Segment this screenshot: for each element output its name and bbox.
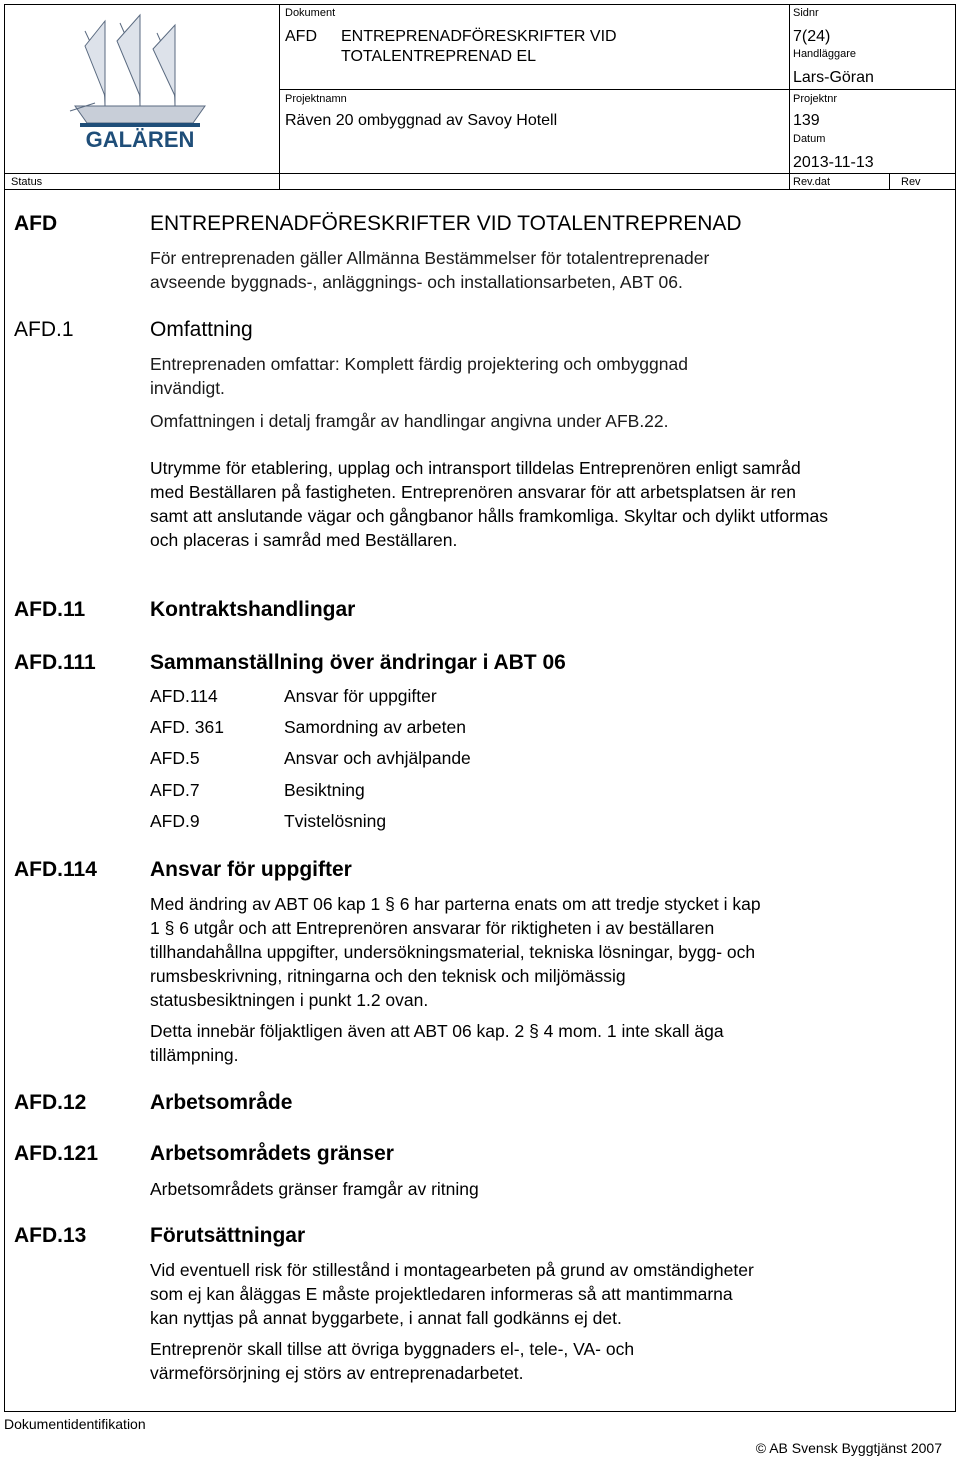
amendment-text: Samordning av arbeten [284,717,466,737]
section-code-afd-114: AFD.114 [14,858,97,881]
text-line: Med ändring av ABT 06 kap 1 § 6 har parterna enats om att tredje stycket i kap [150,894,761,914]
text-line: samt att anslutande vägar och gångbanor hålls framkomliga. Skyltar och dylikt utformas [150,506,828,526]
paragraph-afd-1-b [150,409,950,433]
paragraph-afd-13-a [150,1258,950,1330]
logo-wordmark: GALÄREN [85,127,195,152]
text-line: med Beställaren på fastigheten. Entreprenören ansvarar för att arbetsplatsen är ren [150,482,796,502]
paragraph-afd [150,246,950,294]
projektnamn-value: Räven 20 ombyggnad av Savoy Hotell [285,112,558,129]
section-code-afd-111: AFD.111 [14,651,96,674]
text-line: rumsbeskrivning, ritningarna och den teknisk och miljömässig [150,966,626,986]
sidnr-value: 7(24) [793,28,831,45]
dokument-code: AFD [285,28,317,45]
section-code-afd-1: AFD.1 [14,318,74,341]
paragraph-afd-114-b [150,1019,950,1067]
dokument-title-line-1: ENTREPRENADFÖRESKRIFTER VID [341,28,617,45]
text-line: För entreprenaden gäller Allmänna Bestämmelser för totalentreprenader [150,248,710,268]
text-line: Arbetsområdets gränser framgår av ritning [150,1179,479,1199]
paragraph-afd-121 [150,1177,950,1201]
section-title-afd-1: Omfattning [150,318,253,341]
sidnr-label: Sidnr [793,7,819,19]
section-code-afd-121: AFD.121 [14,1142,99,1165]
text-line: Entreprenör skall tillse att övriga byggnaders el-, tele-, VA- och [150,1339,635,1359]
dokument-label: Dokument [285,7,336,19]
text-line: Vid eventuell risk för stillestånd i montagearbeten på grund av omständigheter [150,1260,754,1280]
text-line: som ej kan åläggas E måste projektledaren informeras så att mantimmarna [150,1284,733,1304]
revdat-label: Rev.dat [793,176,831,188]
paragraph-afd-1-a [150,352,950,400]
projektnr-label: Projektnr [793,93,838,105]
document-header [4,4,956,190]
section-code-afd-12: AFD.12 [14,1091,87,1114]
handlaggare-value: Lars-Göran [793,69,874,86]
paragraph-afd-1-c [150,456,950,552]
amendment-text: Ansvar för uppgifter [284,686,437,706]
section-title-afd-114: Ansvar för uppgifter [150,858,352,881]
section-code-afd-13: AFD.13 [14,1224,87,1247]
galaren-logo [65,11,215,161]
amendment-ref: AFD.7 [150,780,200,800]
dokument-title-line-2: TOTALENTREPRENAD EL [341,48,537,65]
text-line: kan nyttjas på annat byggarbete, i annat fall godkänns ej det. [150,1308,622,1328]
paragraph-afd-114-a [150,892,950,1012]
paragraph-afd-13-b [150,1337,950,1385]
copyright: © AB Svensk Byggtjänst 2007 [755,1440,942,1456]
section-title-afd: ENTREPRENADFÖRESKRIFTER VID TOTALENTREPRENAD [150,212,742,235]
text-line: 1 § 6 utgår och att Entreprenören ansvarar för riktigheten i av beställaren [150,918,715,938]
document-id-label: Dokumentidentifikation [4,1416,146,1432]
projektnr-value: 139 [793,112,820,129]
text-line: Entreprenaden omfattar: Komplett färdig projektering och ombyggnad [150,354,688,374]
text-line: Detta innebär följaktligen även att ABT 06 kap. 2 § 4 mom. 1 inte skall äga [150,1021,724,1041]
text-line: Omfattningen i detalj framgår av handlingar angivna under AFB.22. [150,411,669,431]
section-title-afd-111: Sammanställning över ändringar i ABT 06 [150,651,566,674]
text-line: tillämpning. [150,1045,239,1065]
datum-label: Datum [793,133,826,145]
section-title-afd-121: Arbetsområdets gränser [150,1142,394,1165]
text-line: värmeförsörjning ej störs av entreprenadarbetet. [150,1363,524,1383]
amendment-text: Tvistelösning [284,811,387,831]
datum-value: 2013-11-13 [793,154,874,171]
text-line: och placeras i samråd med Beställaren. [150,530,458,550]
text-line: Utrymme för etablering, upplag och intransport tilldelas Entreprenören enligt samråd [150,458,801,478]
amendment-text: Besiktning [284,780,365,800]
section-code-afd-11: AFD.11 [14,598,86,621]
amendment-ref: AFD.9 [150,811,200,831]
text-line: statusbesiktningen i punkt 1.2 ovan. [150,990,429,1010]
handlaggare-label: Handläggare [793,48,856,60]
section-title-afd-11: Kontraktshandlingar [150,598,356,621]
text-line: avseende byggnads-, anläggnings- och installationsarbeten, ABT 06. [150,272,683,292]
amendment-ref: AFD. 361 [150,717,224,737]
rev-label: Rev [901,176,921,188]
text-line: invändigt. [150,378,225,398]
projektnamn-label: Projektnamn [285,93,347,105]
section-code-afd: AFD [14,212,58,235]
status-label: Status [11,176,43,188]
amendment-text: Ansvar och avhjälpande [284,748,471,768]
section-title-afd-12: Arbetsområde [150,1091,293,1114]
amendment-ref: AFD.5 [150,748,200,768]
section-title-afd-13: Förutsättningar [150,1224,306,1247]
amendment-ref: AFD.114 [150,686,218,706]
text-line: tillhandahållna uppgifter, undersökningsmaterial, tekniska lösningar, bygg- och [150,942,756,962]
